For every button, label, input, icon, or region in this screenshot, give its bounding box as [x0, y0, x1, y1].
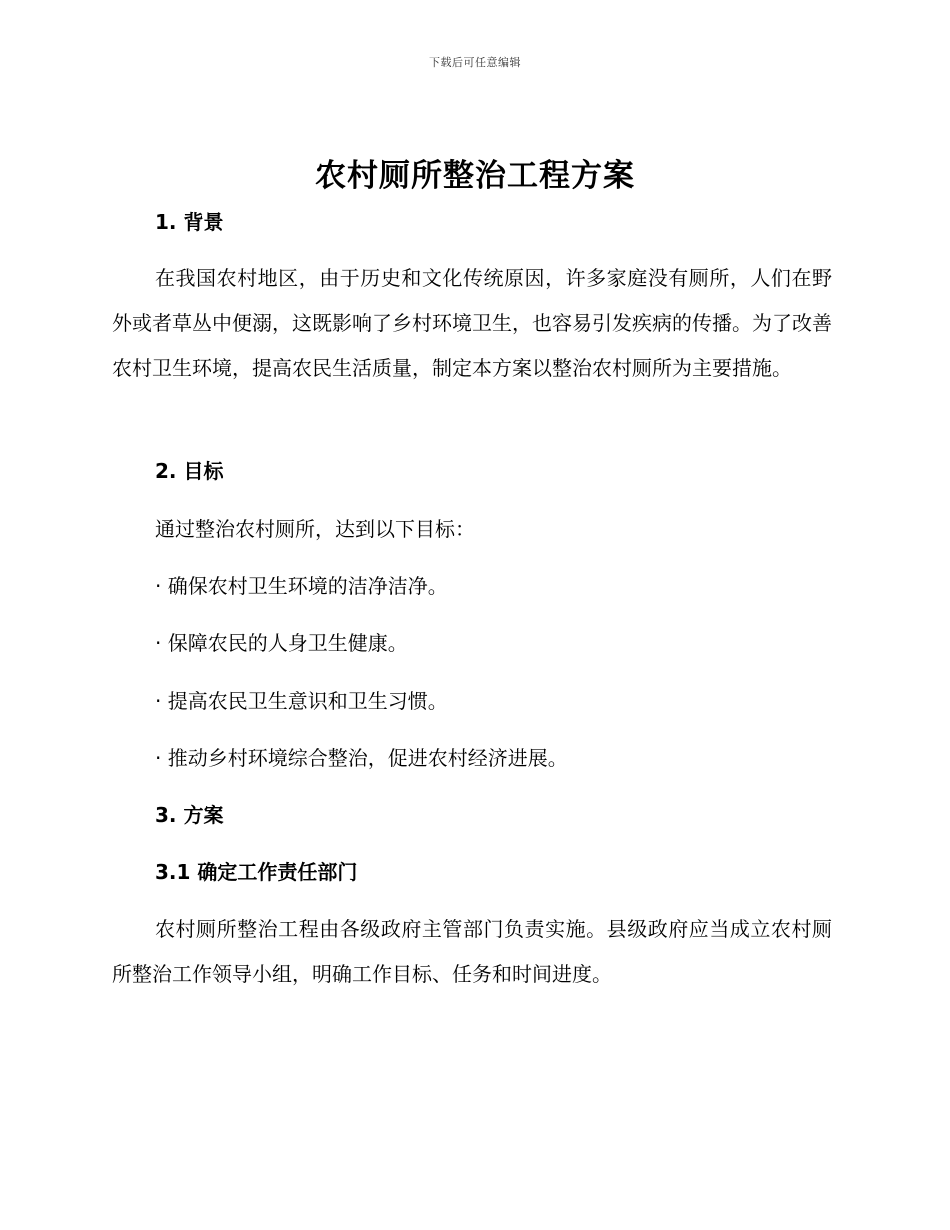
sub-heading-responsibility: 3.1 确定工作责任部门: [155, 860, 358, 884]
section-heading-goals: 2. 目标: [155, 459, 224, 483]
goal-item-1: · 确保农村卫生环境的洁净洁净。: [155, 574, 448, 598]
header-note: 下载后可任意编辑: [429, 56, 521, 69]
plan-paragraph: 农村厕所整治工程由各级政府主管部门负责实施。县级政府应当成立农村厕所整治工作领导小组，明确工作目标、任务和时间进度。: [112, 917, 832, 986]
section-heading-plan: 3. 方案: [155, 803, 224, 827]
goal-item-4: · 推动乡村环境综合整治，促进农村经济进展。: [155, 746, 568, 770]
goal-item-2: · 保障农民的人身卫生健康。: [155, 631, 408, 655]
section-heading-background: 1. 背景: [155, 210, 224, 234]
goal-item-3: · 提高农民卫生意识和卫生习惯。: [155, 689, 448, 713]
background-paragraph-block: [112, 256, 832, 391]
goals-intro: 通过整治农村厕所，达到以下目标：: [155, 517, 475, 541]
plan-paragraph-block: [112, 907, 832, 997]
document-title: 农村厕所整治工程方案: [315, 158, 635, 194]
background-paragraph: 在我国农村地区，由于历史和文化传统原因，许多家庭没有厕所，人们在野外或者草丛中便溺，这既影响了乡村环境卫生，也容易引发疾病的传播。为了改善农村卫生环境，提高农民生活质量，制定本方案以整治农村厕所为主要措施。: [112, 266, 832, 380]
